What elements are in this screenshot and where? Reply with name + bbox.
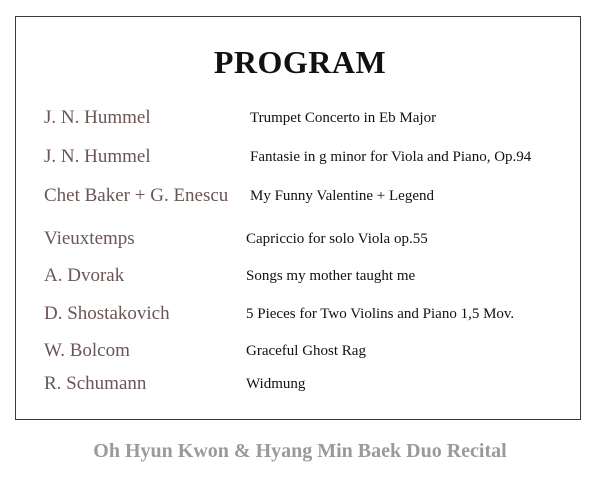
program-title: PROGRAM bbox=[213, 44, 387, 80]
composer-2: J. N. Hummel bbox=[44, 146, 151, 167]
piece-8: Widmung bbox=[246, 376, 306, 392]
composer-8: R. Schumann bbox=[44, 373, 147, 394]
piece-5: Songs my mother taught me bbox=[246, 268, 416, 284]
composer-1: J. N. Hummel bbox=[44, 107, 151, 128]
composer-5: A. Dvorak bbox=[44, 265, 125, 286]
piece-1: Trumpet Concerto in Eb Major bbox=[250, 110, 437, 126]
piece-3: My Funny Valentine + Legend bbox=[250, 188, 434, 204]
composer-7: W. Bolcom bbox=[44, 340, 130, 361]
composer-4: Vieuxtemps bbox=[44, 228, 135, 249]
piece-4: Capriccio for solo Viola op.55 bbox=[246, 231, 428, 247]
piece-7: Graceful Ghost Rag bbox=[246, 343, 366, 359]
piece-2: Fantasie in g minor for Viola and Piano, Op.94 bbox=[250, 149, 532, 165]
composer-3: Chet Baker + G. Enescu bbox=[44, 185, 229, 206]
piece-6: 5 Pieces for Two Violins and Piano 1,5 Mov. bbox=[246, 306, 515, 322]
composer-6: D. Shostakovich bbox=[44, 303, 170, 324]
recital-footer: Oh Hyun Kwon & Hyang Min Baek Duo Recital bbox=[93, 440, 507, 462]
